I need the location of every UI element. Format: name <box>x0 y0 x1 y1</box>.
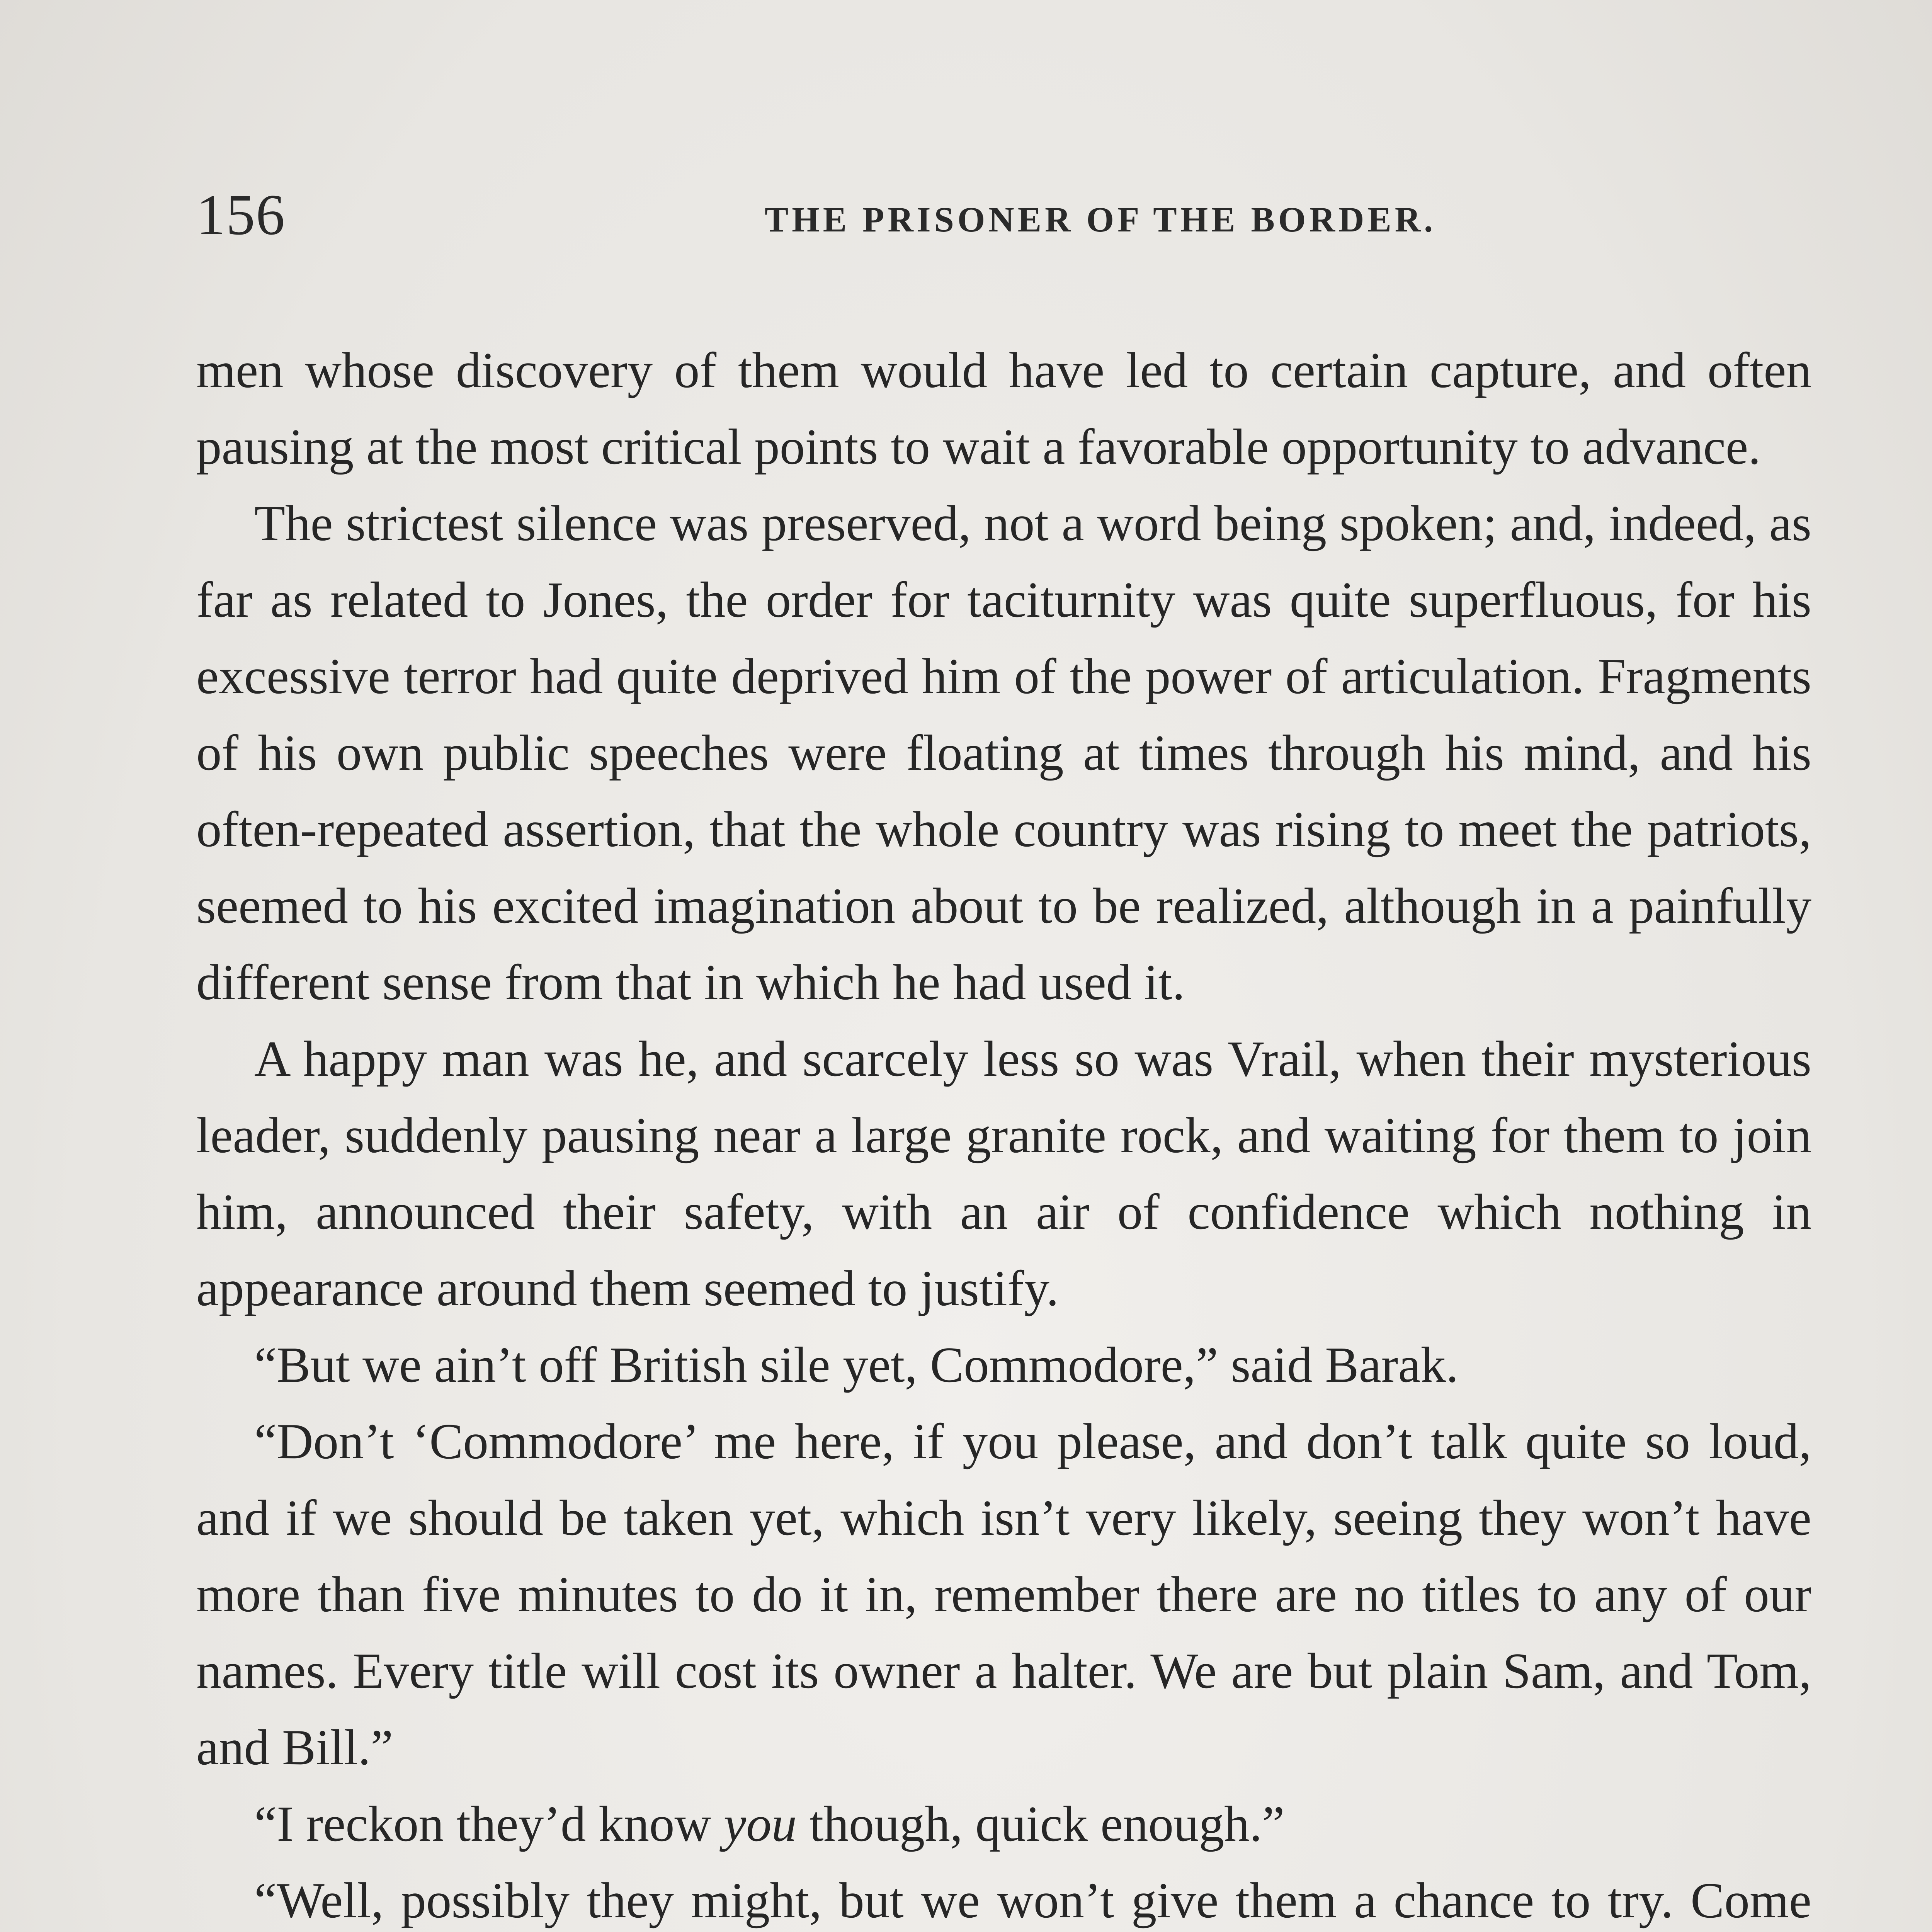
paragraph-6-text-after: though, quick enough.” <box>797 1796 1285 1852</box>
paragraph-5: “Don’t ‘Commodore’ me here, if you please, and don’t talk quite so loud, and if we should be taken yet, which isn’t very likely, seeing they won’t have more than five minutes to do it in, remember there are no titles to any of our names. Every title will cost its owner a halter. We are but plain Sam, and Tom, and Bill.” <box>196 1413 1811 1776</box>
paragraph-2: The strictest silence was preserved, not a word being spoken; and, indeed, as far as related to Jones, the order for taciturnity was quite superfluous, for his excessive terror had quite deprived him of the power of articulation. Fragments of his own public speeches were floating at times through his mind, and his often-repeated assertion, that the whole country was rising to meet the patriots, seemed to his excited imagination about to be realized, although in a painfully different sense from that in which he had used it. <box>196 495 1811 1010</box>
paragraph-6-text-before: “I reckon they’d know <box>254 1796 724 1852</box>
paragraph-7: “Well, possibly they might, but we won’t give them a chance to try. Come <box>254 1872 1811 1929</box>
body-text <box>196 332 1811 1932</box>
page-number: 156 <box>196 183 286 247</box>
page-header <box>196 182 1811 267</box>
paragraph-3: A happy man was he, and scarcely less so was Vrail, when their mysterious leader, suddenly pausing near a large granite rock, and waiting for them to join him, announced their safety, with an air of confidence which nothing in appearance around them seemed to justify. <box>196 1031 1811 1316</box>
paragraph-4: “But we ain’t off British sile yet, Commodore,” said Barak. <box>254 1337 1459 1393</box>
paragraph-6-italic: you <box>723 1796 797 1852</box>
running-title: THE PRISONER OF THE BORDER. <box>764 200 1437 239</box>
paragraph-1: men whose discovery of them would have led to certain capture, and often pausing at the most critical points to wait a favorable opportunity to advance. <box>196 342 1811 475</box>
paragraph-6 <box>196 1786 1811 1862</box>
